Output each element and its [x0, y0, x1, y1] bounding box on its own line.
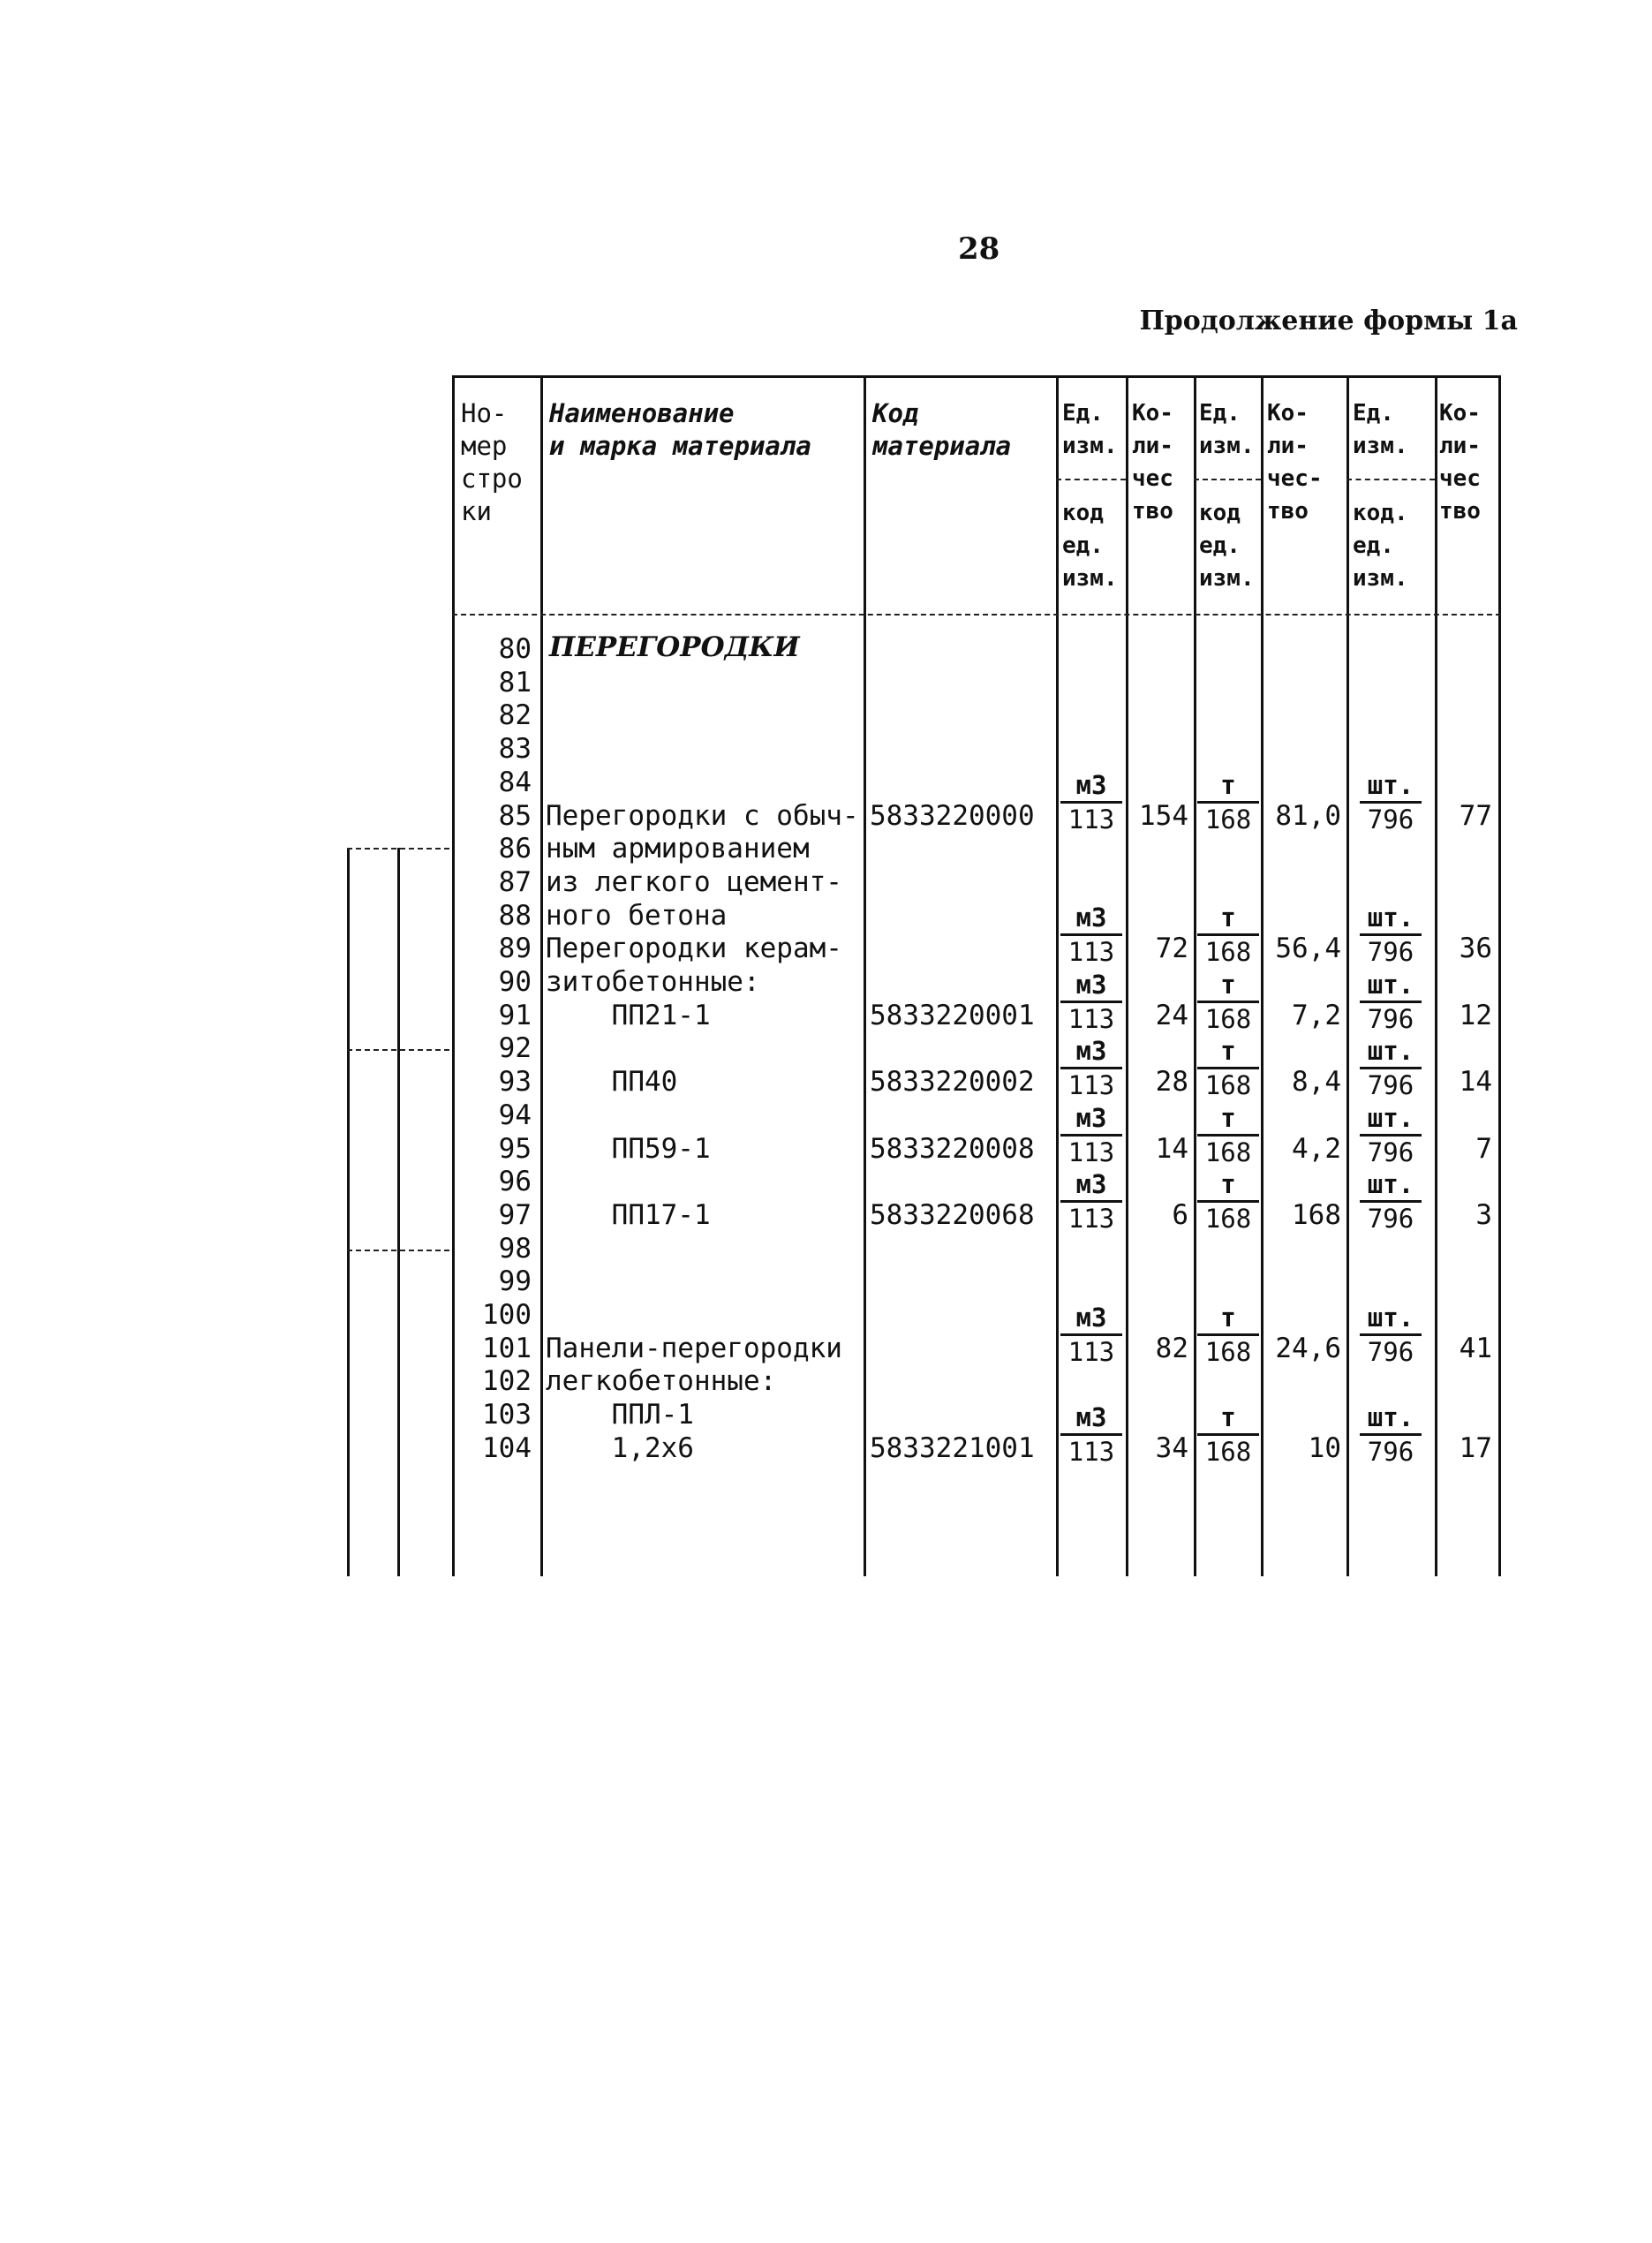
- unit-code: 168: [1204, 1436, 1252, 1467]
- unit-name: м3: [1060, 769, 1122, 804]
- quantity1: 28: [1155, 1066, 1188, 1099]
- unit-code: 113: [1067, 1137, 1115, 1167]
- unit-name: т: [1197, 1168, 1259, 1203]
- unit-code: 168: [1204, 1137, 1252, 1167]
- unit2-fraction: [1197, 902, 1259, 968]
- quantity2: 4,2: [1292, 1132, 1341, 1165]
- unit-code: 796: [1367, 1436, 1414, 1467]
- page-number: 28: [958, 231, 1000, 267]
- header-unit2: Ед. изм.: [1199, 400, 1255, 459]
- unit-code: 796: [1367, 1070, 1414, 1101]
- unit3-fraction: [1360, 1401, 1422, 1468]
- unit-name: шт.: [1360, 1102, 1422, 1137]
- material-code: 5833220002: [870, 1066, 1035, 1099]
- col-rule: [1056, 375, 1059, 1576]
- row-number: 101: [482, 1332, 532, 1364]
- col-rule: [1261, 375, 1264, 1576]
- row-number: 103: [482, 1399, 532, 1431]
- quantity3: 7: [1475, 1132, 1492, 1165]
- quantity2: 8,4: [1292, 1066, 1341, 1099]
- unit1-fraction: [1060, 769, 1122, 835]
- quantity3: 41: [1459, 1332, 1492, 1364]
- material-name: ного бетона: [546, 899, 728, 932]
- row-number: 97: [498, 1198, 532, 1231]
- unit-code: 113: [1067, 937, 1115, 968]
- unit3-fraction: [1360, 1102, 1422, 1168]
- unit1-fraction: [1060, 1302, 1122, 1368]
- unit2-subrule: [1194, 479, 1261, 480]
- unit-name: т: [1197, 1035, 1259, 1069]
- unit-code: 796: [1367, 1137, 1414, 1167]
- unit1-fraction: [1060, 1102, 1122, 1168]
- quantity1: 34: [1155, 1431, 1188, 1464]
- unit2-fraction: [1197, 1102, 1259, 1168]
- header-unit1-code: код ед. изм.: [1062, 500, 1118, 592]
- quantity2: 56,4: [1275, 933, 1341, 965]
- unit1-fraction: [1060, 1401, 1122, 1468]
- quantity1: 154: [1139, 799, 1188, 832]
- unit3-fraction: [1360, 1168, 1422, 1235]
- quantity2: 81,0: [1275, 799, 1341, 832]
- unit3-subrule: [1346, 479, 1435, 480]
- header-qty1: Ко- ли- чес тво: [1132, 400, 1173, 525]
- material-name: ПП21-1: [546, 999, 711, 1031]
- unit-name: т: [1197, 1302, 1259, 1336]
- quantity3: 14: [1459, 1066, 1492, 1099]
- unit-code: 168: [1204, 1336, 1252, 1367]
- row-number: 84: [498, 766, 532, 798]
- row-number: 94: [498, 1099, 532, 1131]
- material-name: легкобетонные:: [546, 1365, 777, 1398]
- material-name: из легкого цемент-: [546, 865, 842, 898]
- quantity2: 10: [1308, 1431, 1341, 1464]
- quantity3: 17: [1459, 1431, 1492, 1464]
- unit-code: 796: [1367, 1336, 1414, 1367]
- col-rule: [864, 375, 866, 1576]
- unit1-fraction: [1060, 902, 1122, 968]
- row-number: 86: [498, 833, 532, 865]
- unit3-fraction: [1360, 902, 1422, 968]
- material-code: 5833221001: [870, 1431, 1035, 1464]
- unit-name: м3: [1060, 902, 1122, 936]
- row-number: 100: [482, 1299, 532, 1331]
- header-qty2: Ко- ли- чес- тво: [1267, 400, 1323, 525]
- header-bottom-rule: [452, 614, 1501, 616]
- unit-name: м3: [1060, 1302, 1122, 1336]
- row-number: 98: [498, 1232, 532, 1265]
- material-name: Перегородки керам-: [546, 933, 842, 965]
- unit-name: шт.: [1360, 769, 1422, 804]
- unit-code: 168: [1204, 937, 1252, 968]
- unit-name: шт.: [1360, 1035, 1422, 1069]
- unit-code: 168: [1204, 804, 1252, 835]
- unit-name: шт.: [1360, 969, 1422, 1003]
- unit2-fraction: [1197, 1302, 1259, 1368]
- unit1-fraction: [1060, 1168, 1122, 1235]
- unit-name: шт.: [1360, 1302, 1422, 1336]
- col-rule: [540, 375, 543, 1576]
- material-name: ным армированием: [546, 833, 810, 865]
- unit1-fraction: [1060, 969, 1122, 1035]
- quantity2: 7,2: [1292, 999, 1341, 1031]
- header-material-name: Наименование и марка материала: [549, 398, 811, 461]
- quantity1: 82: [1155, 1332, 1188, 1364]
- unit-code: 113: [1067, 1203, 1115, 1234]
- unit-name: шт.: [1360, 1168, 1422, 1203]
- material-name: 1,2х6: [546, 1431, 694, 1464]
- row-number: 102: [482, 1365, 532, 1398]
- col-rule: [1346, 375, 1349, 1576]
- quantity2: 24,6: [1275, 1332, 1341, 1364]
- row-number: 92: [498, 1032, 532, 1065]
- material-name: ПП59-1: [546, 1132, 711, 1165]
- unit-name: м3: [1060, 969, 1122, 1003]
- row-number: 91: [498, 999, 532, 1031]
- header-material-code: Код материала: [872, 398, 1012, 461]
- unit-code: 796: [1367, 1003, 1414, 1034]
- unit2-fraction: [1197, 1035, 1259, 1101]
- material-code: 5833220008: [870, 1132, 1035, 1165]
- quantity3: 77: [1459, 799, 1492, 832]
- unit-code: 113: [1067, 1436, 1115, 1467]
- unit-name: т: [1197, 1102, 1259, 1137]
- unit-name: т: [1197, 769, 1259, 804]
- unit-code: 796: [1367, 937, 1414, 968]
- section-title: ПЕРЕГОРОДКИ: [549, 631, 800, 663]
- unit-name: т: [1197, 902, 1259, 936]
- header-row-number: Но- мер стро ки: [461, 398, 523, 526]
- quantity1: 24: [1155, 999, 1188, 1031]
- row-number: 89: [498, 933, 532, 965]
- unit-code: 168: [1204, 1003, 1252, 1034]
- row-number: 93: [498, 1066, 532, 1099]
- material-code: 5833220001: [870, 999, 1035, 1031]
- quantity3: 3: [1475, 1198, 1492, 1231]
- header-unit1: Ед. изм.: [1062, 400, 1118, 459]
- header-unit3: Ед. изм.: [1353, 400, 1408, 459]
- unit1-fraction: [1060, 1035, 1122, 1101]
- unit-name: м3: [1060, 1035, 1122, 1069]
- unit-code: 113: [1067, 804, 1115, 835]
- table-top-rule: [452, 375, 1501, 378]
- material-name: Перегородки с обыч-: [546, 799, 859, 832]
- unit-name: м3: [1060, 1102, 1122, 1137]
- row-number: 104: [482, 1431, 532, 1464]
- row-number: 95: [498, 1132, 532, 1165]
- unit2-fraction: [1197, 1168, 1259, 1235]
- material-name: ПП40: [546, 1066, 678, 1099]
- material-name: ПП17-1: [546, 1198, 711, 1231]
- row-number: 82: [498, 699, 532, 732]
- material-name: зитобетонные:: [546, 966, 760, 998]
- col-rule: [1498, 375, 1501, 1576]
- unit-code: 168: [1204, 1203, 1252, 1234]
- header-qty3: Ко- ли- чес тво: [1439, 400, 1481, 525]
- row-number: 99: [498, 1265, 532, 1298]
- unit-name: м3: [1060, 1401, 1122, 1436]
- unit1-subrule: [1056, 479, 1126, 480]
- unit-name: шт.: [1360, 902, 1422, 936]
- header-unit2-code: код ед. изм.: [1199, 500, 1255, 592]
- row-number: 83: [498, 733, 532, 766]
- quantity1: 14: [1155, 1132, 1188, 1165]
- unit-name: т: [1197, 969, 1259, 1003]
- material-name: Панели-перегородки: [546, 1332, 842, 1364]
- material-code: 5833220000: [870, 799, 1035, 832]
- unit-name: т: [1197, 1401, 1259, 1436]
- form-caption: Продолжение формы 1а: [1139, 306, 1518, 336]
- unit2-fraction: [1197, 1401, 1259, 1468]
- header-unit3-code: код. ед. изм.: [1353, 500, 1408, 592]
- row-number: 87: [498, 865, 532, 898]
- unit-code: 796: [1367, 804, 1414, 835]
- unit3-fraction: [1360, 969, 1422, 1035]
- unit2-fraction: [1197, 969, 1259, 1035]
- unit3-fraction: [1360, 1302, 1422, 1368]
- unit-code: 113: [1067, 1003, 1115, 1034]
- quantity1: 6: [1172, 1198, 1188, 1231]
- row-number: 85: [498, 799, 532, 832]
- quantity1: 72: [1155, 933, 1188, 965]
- unit-code: 113: [1067, 1336, 1115, 1367]
- row-number: 81: [498, 666, 532, 699]
- col-rule: [1435, 375, 1437, 1576]
- unit-code: 796: [1367, 1203, 1414, 1234]
- col-rule: [1194, 375, 1196, 1576]
- material-name: ППЛ-1: [546, 1399, 694, 1431]
- unit2-fraction: [1197, 769, 1259, 835]
- unit3-fraction: [1360, 769, 1422, 835]
- row-number: 90: [498, 966, 532, 998]
- material-code: 5833220068: [870, 1198, 1035, 1231]
- unit-code: 113: [1067, 1070, 1115, 1101]
- unit-name: м3: [1060, 1168, 1122, 1203]
- unit-name: шт.: [1360, 1401, 1422, 1436]
- row-number: 96: [498, 1166, 532, 1198]
- quantity3: 12: [1459, 999, 1492, 1031]
- unit3-fraction: [1360, 1035, 1422, 1101]
- row-number: 80: [498, 633, 532, 665]
- unit-code: 168: [1204, 1070, 1252, 1101]
- row-number: 88: [498, 899, 532, 932]
- quantity2: 168: [1292, 1198, 1341, 1231]
- quantity3: 36: [1459, 933, 1492, 965]
- col-rule: [1126, 375, 1128, 1576]
